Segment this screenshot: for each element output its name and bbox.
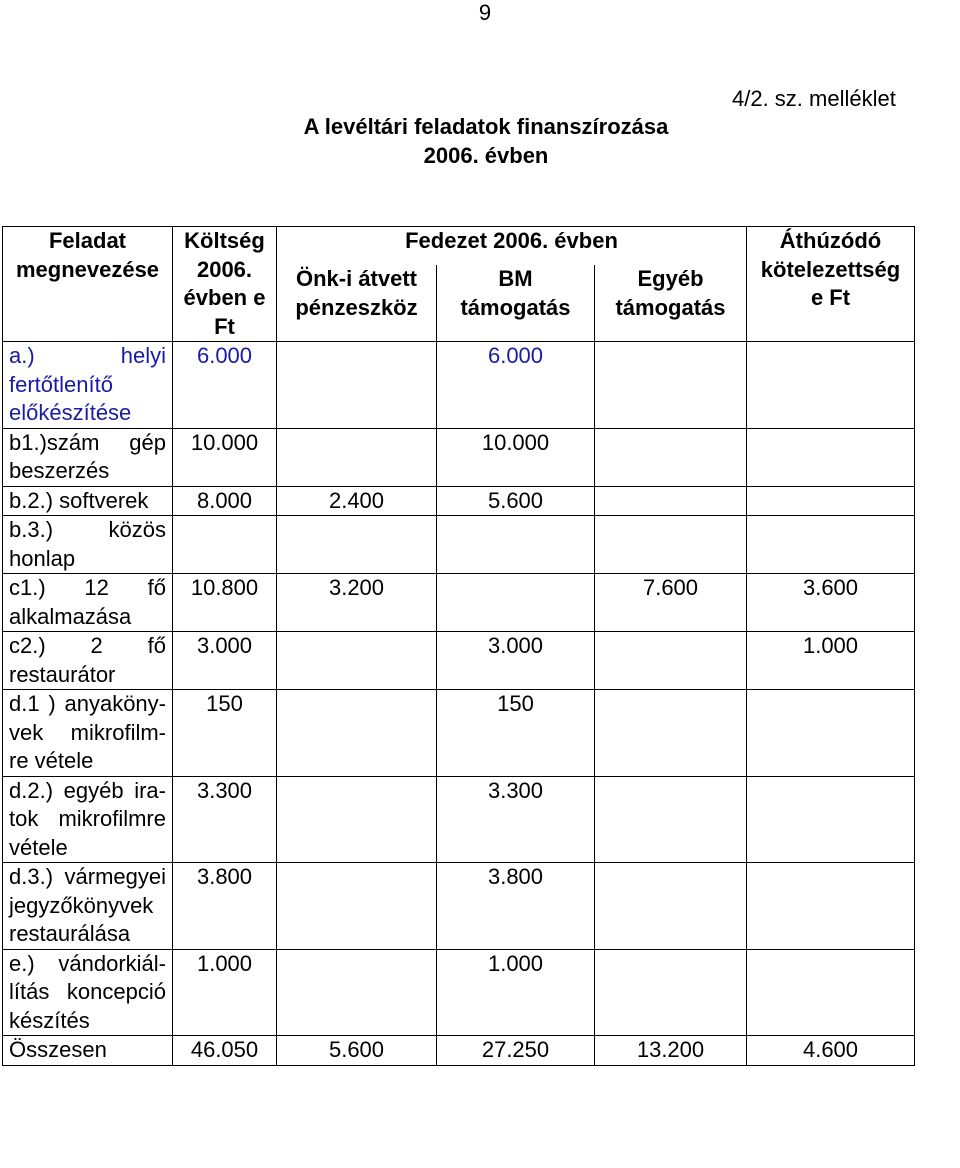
cell-own xyxy=(277,428,437,486)
cell-cost: 3.300 xyxy=(173,776,277,863)
cell-cost: 1.000 xyxy=(173,949,277,1036)
table-row xyxy=(3,428,915,486)
cell-cost: 10.800 xyxy=(173,574,277,632)
cell-other xyxy=(595,690,747,777)
cell-cost: 10.000 xyxy=(173,428,277,486)
cell-own xyxy=(277,776,437,863)
annex-label: 4/2. sz. melléklet xyxy=(732,86,896,111)
cell-task: c1.) 12 fő alkalmazása xyxy=(3,574,173,632)
cell-carry xyxy=(747,516,915,574)
table-row xyxy=(3,342,915,429)
cell-carry xyxy=(747,949,915,1036)
cell-task: d.2.) egyéb ira-tok mikrofilmre vétele xyxy=(3,776,173,863)
total-task: Összesen xyxy=(3,1036,173,1066)
table-row xyxy=(3,632,915,690)
table-row xyxy=(3,690,915,777)
cell-task: b.2.) softverek xyxy=(3,486,173,516)
table-row xyxy=(3,574,915,632)
financing-table xyxy=(2,226,915,1066)
header-other: Egyéb támogatás xyxy=(595,265,747,341)
header-own: Önk-i átvett pénzeszköz xyxy=(277,265,437,341)
cell-task: d.3.) vármegyei jegyzőkönyvek restaurálása xyxy=(3,863,173,950)
cell-other xyxy=(595,863,747,950)
cell-cost: 6.000 xyxy=(173,342,277,429)
total-own: 5.600 xyxy=(277,1036,437,1066)
cell-task: e.) vándorkiál-lítás koncepció készítés xyxy=(3,949,173,1036)
cell-task: b.3.) közös honlap xyxy=(3,516,173,574)
header-cost: Költség 2006. évben e Ft xyxy=(173,227,277,342)
cell-own: 3.200 xyxy=(277,574,437,632)
cell-bm: 5.600 xyxy=(437,486,595,516)
header-bm: BM támogatás xyxy=(437,265,595,341)
cell-other xyxy=(595,342,747,429)
cell-own xyxy=(277,863,437,950)
cell-other xyxy=(595,632,747,690)
header-carry: Áthúzódó kötelezettség e Ft xyxy=(747,227,915,342)
cell-own xyxy=(277,690,437,777)
header-task: Feladat megnevezése xyxy=(3,227,173,342)
cell-bm xyxy=(437,516,595,574)
page-number: 9 xyxy=(478,0,492,25)
cell-carry xyxy=(747,690,915,777)
cell-task: a.) helyi fertőtlenítő előkészítése xyxy=(3,342,173,429)
cell-carry: 1.000 xyxy=(747,632,915,690)
cell-bm: 3.000 xyxy=(437,632,595,690)
title-line-2: 2006. évben xyxy=(423,143,549,168)
cell-own xyxy=(277,949,437,1036)
cell-own: 2.400 xyxy=(277,486,437,516)
cell-other xyxy=(595,516,747,574)
table-row xyxy=(3,516,915,574)
total-row xyxy=(3,1036,915,1066)
cell-cost: 3.800 xyxy=(173,863,277,950)
cell-other: 7.600 xyxy=(595,574,747,632)
cell-carry: 3.600 xyxy=(747,574,915,632)
cell-carry xyxy=(747,486,915,516)
total-carry: 4.600 xyxy=(747,1036,915,1066)
cell-carry xyxy=(747,428,915,486)
total-cost: 46.050 xyxy=(173,1036,277,1066)
cell-cost: 3.000 xyxy=(173,632,277,690)
cell-bm: 3.300 xyxy=(437,776,595,863)
cell-bm: 150 xyxy=(437,690,595,777)
table-row xyxy=(3,486,915,516)
cell-bm: 6.000 xyxy=(437,342,595,429)
cell-bm xyxy=(437,574,595,632)
table-row xyxy=(3,863,915,950)
cell-own xyxy=(277,342,437,429)
cell-own xyxy=(277,516,437,574)
cell-bm: 10.000 xyxy=(437,428,595,486)
header-funding: Fedezet 2006. évben xyxy=(277,227,747,266)
cell-task: b1.)szám gép beszerzés xyxy=(3,428,173,486)
cell-task: d.1 ) anyaköny-vek mikrofilm- re vétele xyxy=(3,690,173,777)
header-row xyxy=(3,227,915,266)
table-row xyxy=(3,776,915,863)
cell-other xyxy=(595,428,747,486)
cell-bm: 1.000 xyxy=(437,949,595,1036)
cell-carry xyxy=(747,342,915,429)
table-body xyxy=(3,342,915,1066)
cell-cost xyxy=(173,516,277,574)
cell-carry xyxy=(747,776,915,863)
total-other: 13.200 xyxy=(595,1036,747,1066)
cell-carry xyxy=(747,863,915,950)
cell-cost: 8.000 xyxy=(173,486,277,516)
cell-own xyxy=(277,632,437,690)
cell-other xyxy=(595,949,747,1036)
cell-bm: 3.800 xyxy=(437,863,595,950)
cell-task: c2.) 2 fő restaurátor xyxy=(3,632,173,690)
title-line-1: A levéltári feladatok finanszírozása xyxy=(303,114,669,139)
cell-other xyxy=(595,486,747,516)
cell-cost: 150 xyxy=(173,690,277,777)
total-bm: 27.250 xyxy=(437,1036,595,1066)
table-row xyxy=(3,949,915,1036)
cell-other xyxy=(595,776,747,863)
document-title xyxy=(258,112,714,170)
